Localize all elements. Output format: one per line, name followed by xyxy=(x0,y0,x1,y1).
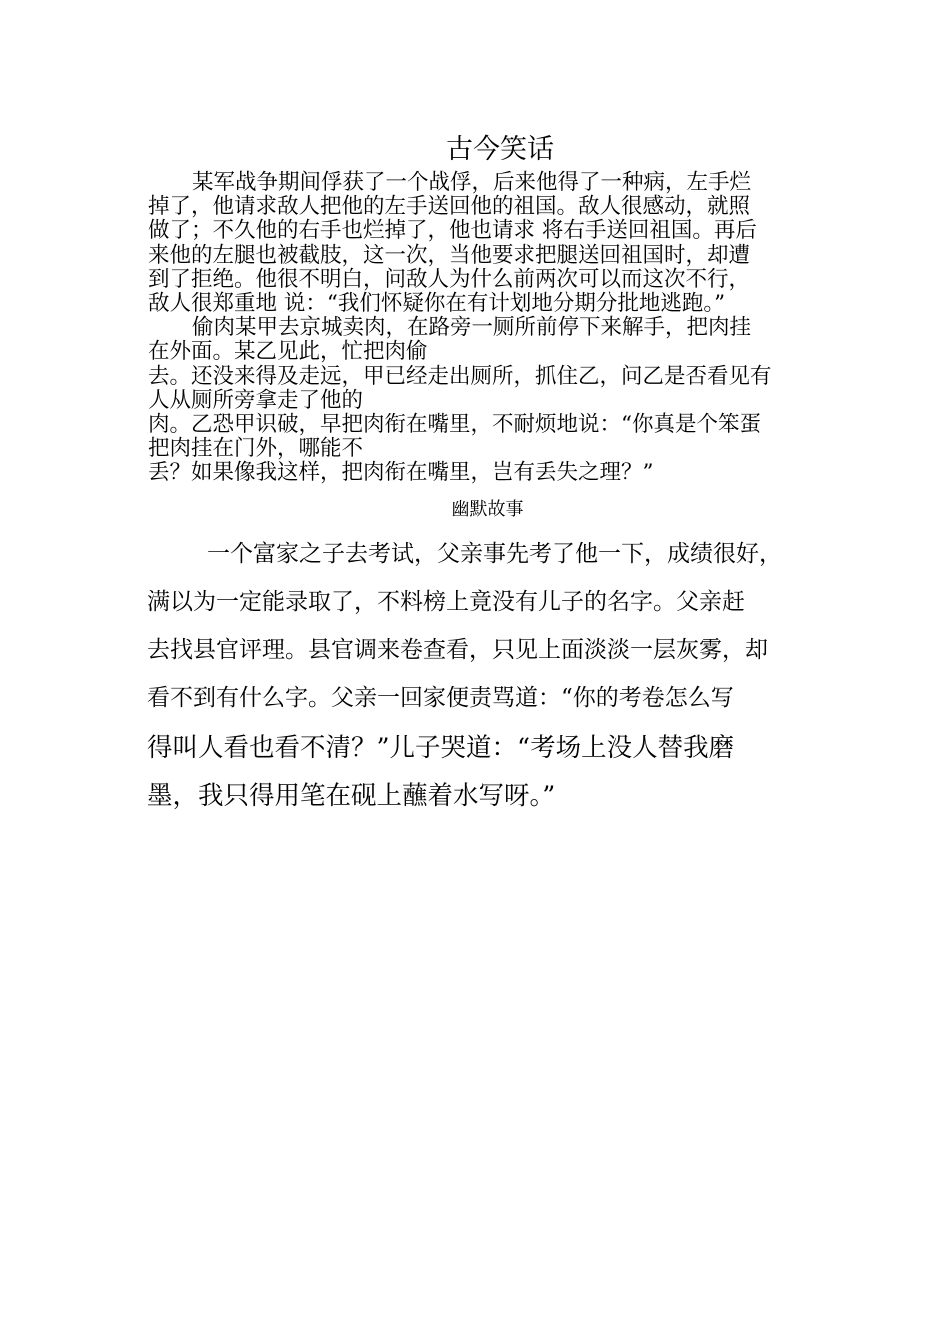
jokes-section xyxy=(148,171,808,486)
text-line: 去。还没来得及走远，甲已经走出厕所，抓住乙，问乙是否看见有 xyxy=(148,363,772,389)
story-line: 满以为一定能录取了，不料榜上竟没有儿子的名字。父亲赶 xyxy=(147,589,745,615)
document-title: 古今笑话 xyxy=(446,134,554,165)
text-line: 来他的左腿也被截肢，这一次，当他要求把腿送回祖国时，却遭 xyxy=(148,242,751,268)
text-line: 在外面。某乙见此，忙把肉偷 xyxy=(148,339,428,365)
text-line: 敌人很郑重地 说：“我们怀疑你在有计划地分期分批地逃跑。” xyxy=(148,291,726,317)
text-line: 某军战争期间俘获了一个战俘，后来他得了一种病，左手烂 xyxy=(192,170,752,195)
story-line: 看不到有什么字。父亲一回家便责骂道：“你的考卷怎么写 xyxy=(147,685,734,711)
text-line: 掉了，他请求敌人把他的左手送回他的祖国。敌人很感动，就照 xyxy=(148,194,751,220)
text-line: 把肉挂在门外，哪能不 xyxy=(148,436,364,462)
story-line: 一个富家之子去考试，父亲事先考了他一下，成绩很好， xyxy=(207,541,782,567)
text-line: 做了；不久他的右手也烂掉了，他也请求 将右手送回祖国。再后 xyxy=(148,218,757,244)
story-line: 墨，我只得用笔在砚上蘸着水写呀。” xyxy=(147,781,556,811)
text-line: 到了拒绝。他很不明白，问敌人为什么前两次可以而这次不行， xyxy=(148,266,751,292)
section-title: 幽默故事 xyxy=(451,499,524,520)
text-line: 肉。乙恐甲识破，早把肉衔在嘴里，不耐烦地说：“你真是个笨蛋 xyxy=(148,412,761,438)
text-line: 偷肉某甲去京城卖肉，在路旁一厕所前停下来解手，把肉挂 xyxy=(192,315,752,341)
text-line: 人从厕所旁拿走了他的 xyxy=(148,387,364,413)
story-line: 去找县官评理。县官调来卷查看，只见上面淡淡一层灰雾，却 xyxy=(147,637,768,663)
text-line: 丢？如果像我这样，把肉衔在嘴里，岂有丢失之理？” xyxy=(148,460,654,486)
story-line: 得叫人看也看不清？”儿子哭道：“考场上没人替我磨 xyxy=(147,733,735,763)
